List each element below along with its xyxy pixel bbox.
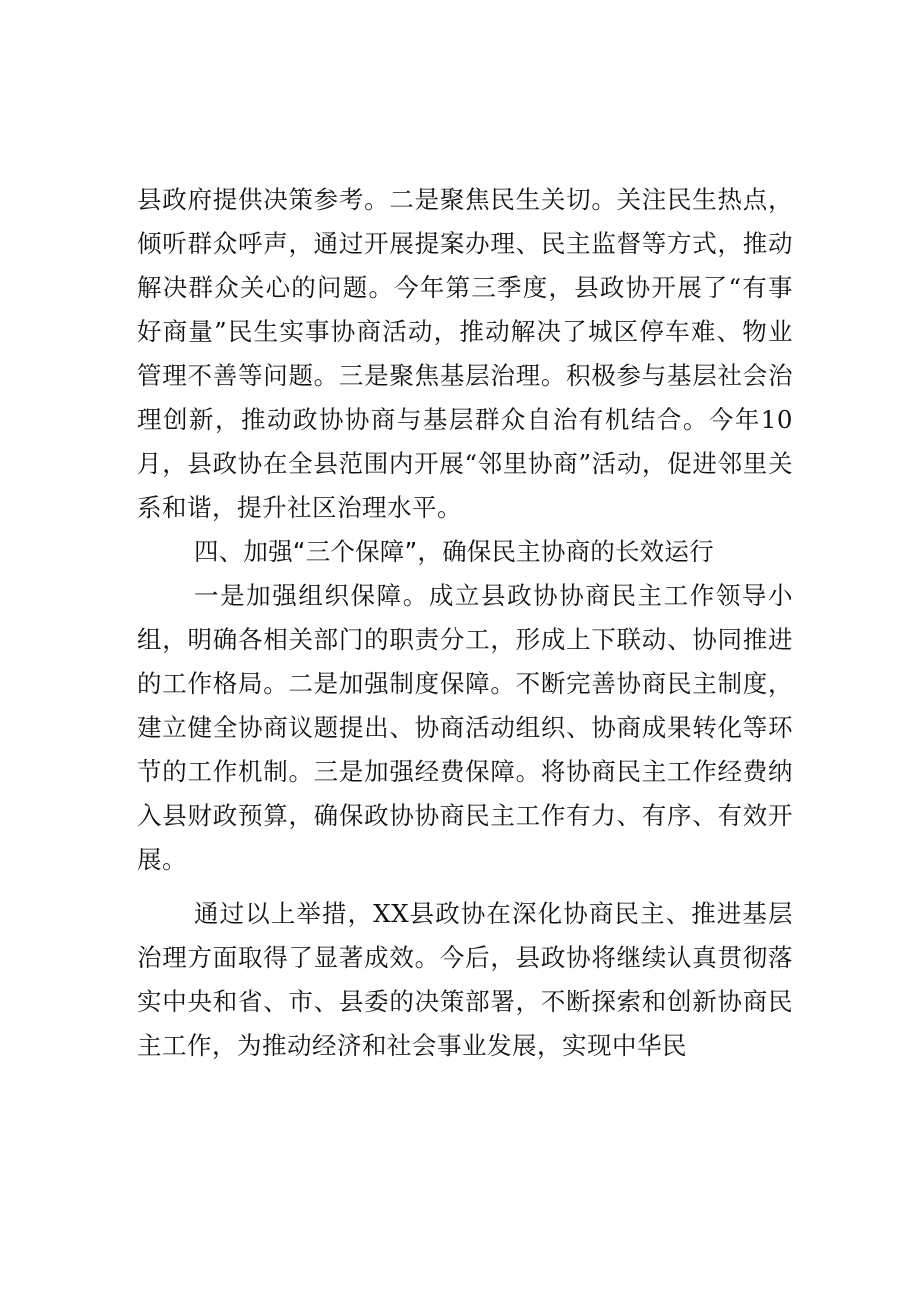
section-heading-four: 四、加强“三个保障”，确保民主协商的长效运行 — [194, 537, 714, 566]
paragraph-guarantees: 一是加强组织保障。成立县政协协商民主工作领导小组，明确各相关部门的职责分工，形成上下联动、协同推进的工作格局。二是加强制度保障。不断完善协商民主制度，建立健全协商议题提出、协商活动组织、协商成果转化等环节的工作机制。三是加强经费保障。将协商民主工作经费纳入县财政预算，确保政协协商民主工作有力、有序、有效开展。 — [137, 581, 793, 874]
body-text — [137, 178, 793, 1068]
paragraph-continuation: 县政府提供决策参考。二是聚焦民生关切。关注民生热点，倾听群众呼声，通过开展提案办理、民主监督等方式，推动解决群众关心的问题。今年第三季度，县政协开展了“有事好商量”民生实事协商活动，推动解决了城区停车难、物业管理不善等问题。三是聚焦基层治理。积极参与基层社会治理创新，推动政协协商与基层群众自治有机结合。今年10月，县政协在全县范围内开展“邻里协商”活动，促进邻里关系和谐，提升社区治理水平。 — [137, 185, 793, 522]
paragraph-conclusion: 通过以上举措，XX县政协在深化协商民主、推进基层治理方面取得了显著成效。今后，县政协将继续认真贯彻落实中央和省、市、县委的决策部署，不断探索和创新协商民主工作，为推动经济和社会事业发展，实现中华民 — [137, 899, 793, 1060]
